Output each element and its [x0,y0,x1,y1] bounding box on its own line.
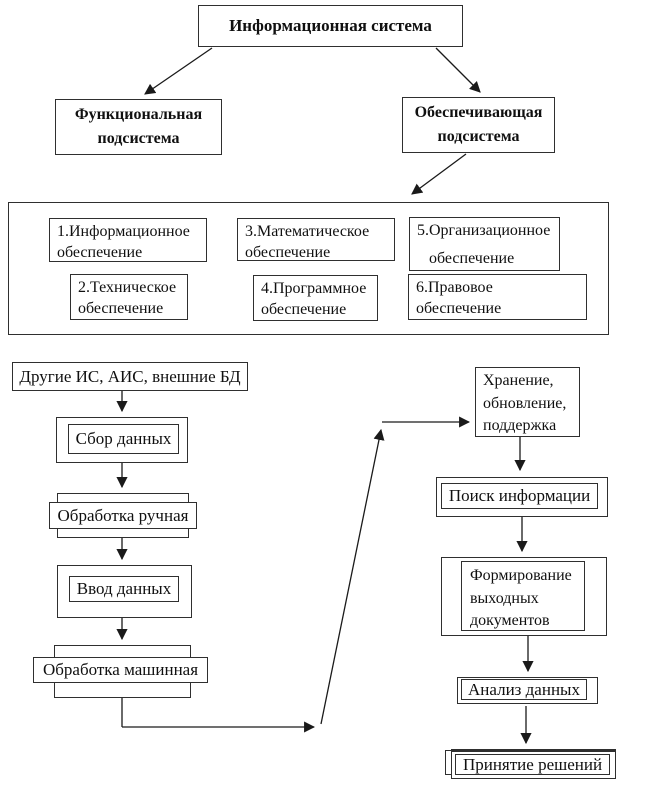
flow-storage-line1: Хранение, [483,372,554,389]
flow-analysis-label: Анализ данных [468,679,580,699]
support-box-3-line2: обеспечение [245,243,331,261]
flow-analysis-box [461,679,587,700]
support-box-6-line1: 6.Правовое [416,279,493,296]
flow-collect-box [68,424,179,454]
flow-search-label: Поиск информации [448,486,591,505]
flow-storage-line3: поддержка [483,417,557,435]
functional-subsystem-line2: подсистема [97,130,180,147]
information-system-box [198,5,463,47]
information-system-label: Информационная система [229,16,432,35]
functional-subsystem-line1: Функциональная [74,106,203,123]
flow-decision-box [455,754,610,775]
flow-decision-label: Принятие решений [462,754,603,774]
flow-output-line2: выходных [470,589,539,607]
arrow-root-to-functional [145,48,212,94]
flow-sources-box [12,362,248,391]
support-box-1-line1: 1.Информационное [57,223,190,240]
flow-output-line1: Формирование [470,567,572,584]
flow-entry-label: Ввод данных [76,579,172,598]
support-box-4-line1: 4.Программное [261,280,367,297]
providing-subsystem-box [402,97,555,153]
support-box-1-line2: обеспечение [57,243,143,261]
flow-machine-label: Обработка машинная [42,660,199,679]
flow-analysis-outer-box [457,677,598,704]
support-box-4-line2: обеспечение [261,300,347,318]
flow-decision-outer-box [451,749,616,779]
arrow-root-to-providing [436,48,480,92]
functional-subsystem-box [55,99,222,155]
support-box-2-line2: обеспечение [78,299,164,317]
support-box-2-line1: 2.Техническое [78,279,177,296]
support-box-5-line1: 5.Организационное [417,222,551,239]
support-box-6 [408,274,587,320]
flow-entry-outer-box [57,565,192,618]
support-box-3-line1: 3.Математическое [245,223,370,240]
flow-machine-box [33,657,208,683]
providing-subsystem-line1: Обеспечивающая [414,104,543,121]
providing-subsystem-line2: подсистема [437,128,520,145]
flow-output-outer-box [441,557,607,636]
flow-collect-outer-box [56,417,188,463]
support-box-5 [409,217,560,271]
arrow-providing-to-support [412,154,466,194]
support-box-1 [49,218,207,262]
support-box-6-line2: обеспечение [416,299,502,317]
flow-search-box [441,483,598,509]
arrow-diagonal-up [321,430,381,724]
flow-manual-label: Обработка ручная [57,505,189,525]
flow-search-outer-box [436,477,608,517]
support-box-4 [253,275,378,321]
flow-storage-box [475,367,580,437]
support-box-2 [70,274,188,320]
flow-output-line3: документов [470,612,550,630]
flow-manual-box [49,502,197,529]
support-box-3 [237,218,395,261]
flow-storage-line2: обновление, [483,394,567,412]
flow-entry-box [69,576,179,602]
flow-collect-label: Сбор данных [75,429,172,448]
support-box-5-line2: обеспечение [429,249,515,267]
flow-output-box [461,561,585,631]
flow-sources-label: Другие ИС, АИС, внешние БД [19,366,241,386]
